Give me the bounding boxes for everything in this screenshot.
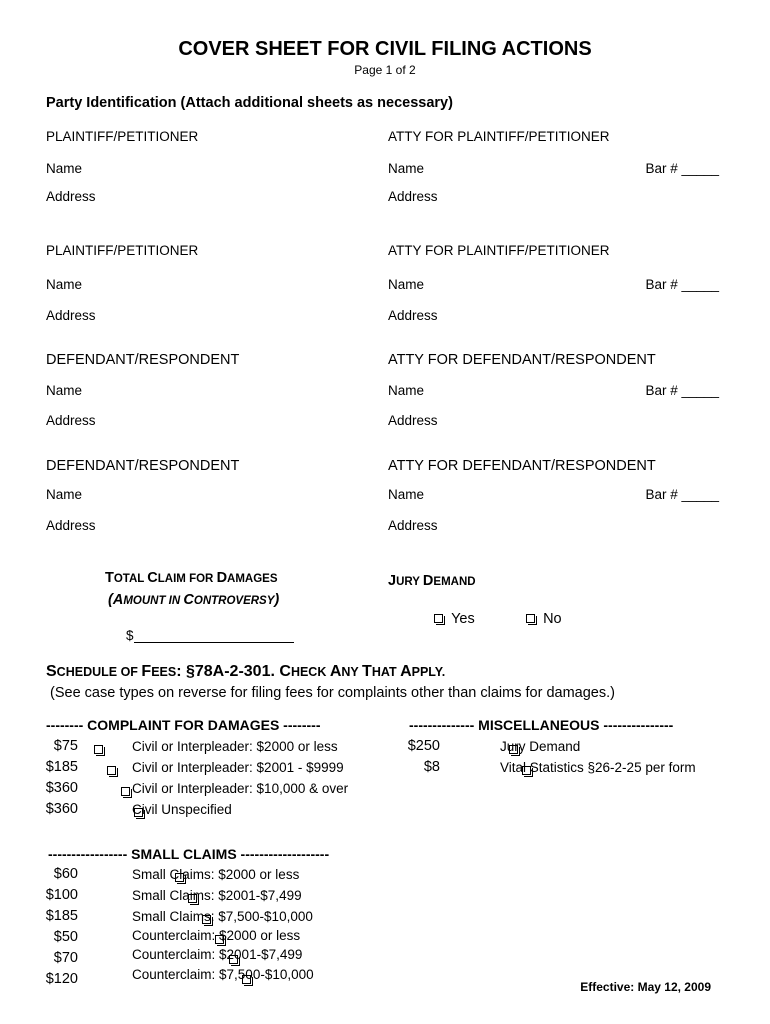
jury-yes-label: Yes bbox=[451, 611, 475, 627]
miscellaneous-heading: -------------- MISCELLANEOUS --------------- bbox=[409, 717, 674, 733]
party-4-address-field[interactable]: Address bbox=[46, 518, 96, 533]
party-3-address-field[interactable]: Address bbox=[46, 413, 96, 428]
small-claims-fee-label: Counterclaim: $7,500-$10,000 bbox=[132, 967, 314, 982]
party-1-atty-title: ATTY FOR PLAINTIFF/PETITIONER bbox=[388, 129, 610, 144]
misc-fee-amount: $250 bbox=[407, 738, 440, 754]
jury-yes-checkbox[interactable] bbox=[434, 614, 443, 623]
jury-yes-option[interactable] bbox=[434, 611, 475, 627]
small-claims-fee-label: Small Claims: $2000 or less bbox=[132, 867, 300, 882]
party-2-address-field[interactable]: Address bbox=[46, 308, 96, 323]
small-claims-fee-label: Counterclaim: $2001-$7,499 bbox=[132, 947, 303, 962]
party-3-title: DEFENDANT/RESPONDENT bbox=[46, 352, 240, 368]
schedule-note: (See case types on reverse for filing fees for complaints other than claims for damages.) bbox=[50, 685, 615, 701]
complaint-fee-label: Civil or Interpleader: $2000 or less bbox=[132, 739, 338, 754]
party-4-title: DEFENDANT/RESPONDENT bbox=[46, 458, 240, 474]
party-4-atty-address-field[interactable]: Address bbox=[388, 518, 438, 533]
complaint-fee-label: Civil or Interpleader: $10,000 & over bbox=[132, 781, 349, 796]
complaint-for-damages-heading: -------- COMPLAINT FOR DAMAGES -------- bbox=[46, 717, 321, 733]
misc-fee-label: Jury Demand bbox=[500, 739, 581, 754]
total-claim-heading: TOTAL CLAIM FOR DAMAGES bbox=[105, 570, 278, 586]
party-3-name-field[interactable]: Name bbox=[46, 383, 83, 398]
jury-no-option[interactable] bbox=[526, 611, 562, 627]
party-2-bar-field[interactable]: Bar # _____ bbox=[645, 277, 719, 292]
complaint-fee-amount: $185 bbox=[45, 759, 78, 775]
small-claims-fee-amount: $100 bbox=[45, 887, 78, 903]
small-claims-fee-amount: $50 bbox=[53, 929, 78, 945]
complaint-fee-amount: $75 bbox=[53, 738, 78, 754]
page-number: Page 1 of 2 bbox=[354, 63, 416, 77]
party-4-atty-title: ATTY FOR DEFENDANT/RESPONDENT bbox=[388, 458, 656, 474]
complaint-fee-label: Civil or Interpleader: $2001 - $9999 bbox=[132, 760, 344, 775]
party-3-atty-name-field[interactable]: Name bbox=[388, 383, 425, 398]
party-identification-heading: Party Identification (Attach additional sheets as necessary) bbox=[46, 95, 453, 111]
party-3-bar-field[interactable]: Bar # _____ bbox=[645, 383, 719, 398]
small-claims-fee-amount: $185 bbox=[45, 908, 78, 924]
party-2-name-field[interactable]: Name bbox=[46, 277, 83, 292]
party-1-bar-field[interactable]: Bar # _____ bbox=[645, 161, 719, 176]
small-claims-fee-label: Counterclaim: $2000 or less bbox=[132, 928, 301, 943]
party-1-title: PLAINTIFF/PETITIONER bbox=[46, 129, 199, 144]
effective-date: Effective: May 12, 2009 bbox=[580, 980, 711, 994]
amount-in-controversy-subheading: (AMOUNT IN CONTROVERSY) bbox=[108, 592, 280, 608]
complaint-fee-amount: $360 bbox=[45, 780, 78, 796]
complaint-fee-amount: $360 bbox=[45, 801, 78, 817]
jury-no-label: No bbox=[543, 611, 562, 627]
jury-no-checkbox[interactable] bbox=[526, 614, 535, 623]
claim-amount-field[interactable] bbox=[126, 628, 294, 643]
small-claims-fee-amount: $60 bbox=[53, 866, 78, 882]
small-claims-heading: ----------------- SMALL CLAIMS ------------------- bbox=[48, 846, 330, 862]
party-3-atty-address-field[interactable]: Address bbox=[388, 413, 438, 428]
small-claims-fee-label: Small Claims: $7,500-$10,000 bbox=[132, 909, 313, 924]
jury-demand-heading: JURY DEMAND bbox=[388, 573, 476, 589]
misc-fee-amount: $8 bbox=[423, 759, 440, 775]
party-3-atty-title: ATTY FOR DEFENDANT/RESPONDENT bbox=[388, 352, 656, 368]
party-2-atty-name-field[interactable]: Name bbox=[388, 277, 425, 292]
dollar-sign: $ bbox=[126, 628, 134, 643]
party-4-atty-name-field[interactable]: Name bbox=[388, 487, 425, 502]
small-claims-fee-label: Small Claims: $2001-$7,499 bbox=[132, 888, 302, 903]
party-1-address-field[interactable]: Address bbox=[46, 189, 96, 204]
page-title: COVER SHEET FOR CIVIL FILING ACTIONS bbox=[178, 38, 592, 60]
party-2-title: PLAINTIFF/PETITIONER bbox=[46, 243, 199, 258]
misc-fee-label: Vital Statistics §26-2-25 per form bbox=[500, 760, 696, 775]
claim-amount-line[interactable] bbox=[134, 628, 294, 643]
small-claims-fee-amount: $70 bbox=[53, 950, 78, 966]
small-claims-fee-amount: $120 bbox=[45, 971, 78, 987]
complaint-fee-label: Civil Unspecified bbox=[132, 802, 232, 817]
party-1-atty-name-field[interactable]: Name bbox=[388, 161, 425, 176]
party-1-atty-address-field[interactable]: Address bbox=[388, 189, 438, 204]
party-1-name-field[interactable]: Name bbox=[46, 161, 83, 176]
complaint-fee-checkbox[interactable] bbox=[107, 766, 116, 775]
complaint-fee-checkbox[interactable] bbox=[94, 745, 103, 754]
schedule-of-fees-heading: SCHEDULE OF FEES: §78A-2-301. CHECK ANY THAT APPLY. bbox=[46, 663, 446, 680]
party-2-atty-title: ATTY FOR PLAINTIFF/PETITIONER bbox=[388, 243, 610, 258]
party-4-bar-field[interactable]: Bar # _____ bbox=[645, 487, 719, 502]
party-2-atty-address-field[interactable]: Address bbox=[388, 308, 438, 323]
party-4-name-field[interactable]: Name bbox=[46, 487, 83, 502]
complaint-fee-checkbox[interactable] bbox=[121, 787, 130, 796]
